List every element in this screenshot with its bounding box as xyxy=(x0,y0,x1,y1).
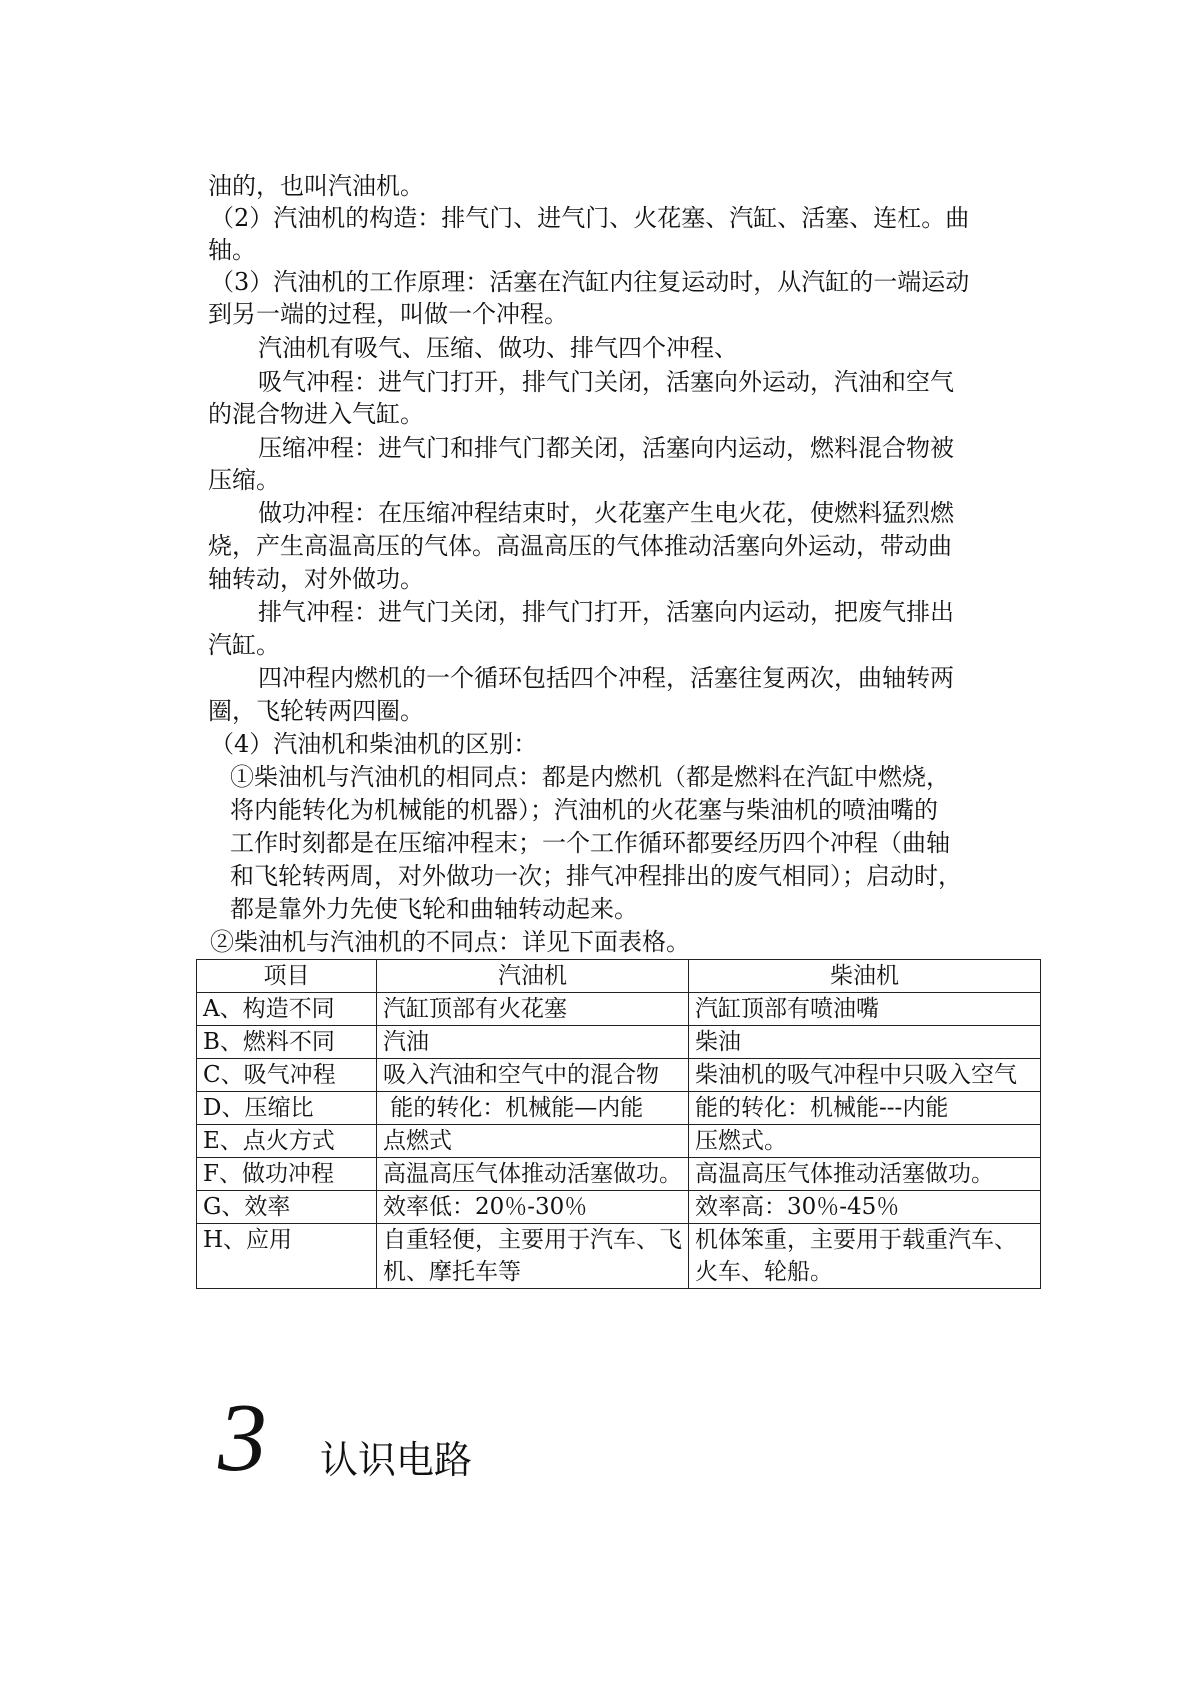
row-label: E、点火方式 xyxy=(197,1125,377,1158)
diesel-cell: 柴油机的吸气冲程中只吸入空气 xyxy=(689,1059,1041,1092)
comparison-table xyxy=(196,959,1041,1289)
paragraph-line: ②柴油机与汽油机的不同点：详见下面表格。 xyxy=(210,928,690,956)
diesel-cell: 高温高压气体推动活塞做功。 xyxy=(689,1158,1041,1191)
header-gasoline-engine: 汽油机 xyxy=(377,960,689,993)
header-diesel-engine: 柴油机 xyxy=(689,960,1041,993)
paragraph-line: 压缩冲程：进气门和排气门都关闭，活塞向内运动，燃料混合物被 xyxy=(258,434,954,462)
table-row xyxy=(197,1158,1041,1191)
table-row xyxy=(197,1059,1041,1092)
paragraph-line: （2）汽油机的构造：排气门、进气门、火花塞、汽缸、活塞、连杠。曲 xyxy=(210,204,970,232)
paragraph-line: 做功冲程：在压缩冲程结束时，火花塞产生电火花，使燃料猛烈燃 xyxy=(258,499,954,527)
paragraph-line: （4）汽油机和柴油机的区别： xyxy=(210,730,538,758)
paragraph-line: （3）汽油机的工作原理：活塞在汽缸内往复运动时，从汽缸的一端运动 xyxy=(210,268,970,296)
gasoline-cell: 效率低：20％-30％ xyxy=(377,1191,689,1224)
paragraph-line: 排气冲程：进气门关闭，排气门打开，活塞向内运动，把废气排出 xyxy=(258,598,954,626)
gasoline-cell: 吸入汽油和空气中的混合物 xyxy=(377,1059,689,1092)
row-label: C、吸气冲程 xyxy=(197,1059,377,1092)
table-row xyxy=(197,1026,1041,1059)
diesel-cell: 效率高：30％-45％ xyxy=(689,1191,1041,1224)
table-row xyxy=(197,1092,1041,1125)
paragraph-line: 轴转动，对外做功。 xyxy=(208,565,424,593)
row-label: D、压缩比 xyxy=(197,1092,377,1125)
paragraph-line: 烧，产生高温高压的气体。高温高压的气体推动活塞向外运动，带动曲 xyxy=(208,532,952,560)
diesel-cell: 机体笨重，主要用于载重汽车、火车、轮船。 xyxy=(689,1224,1041,1289)
paragraph-line: 压缩。 xyxy=(208,466,280,494)
row-label: F、做功冲程 xyxy=(197,1158,377,1191)
gasoline-cell: 高温高压气体推动活塞做功。 xyxy=(377,1158,689,1191)
row-label: H、应用 xyxy=(197,1224,377,1289)
paragraph-line: 汽油机有吸气、压缩、做功、排气四个冲程、 xyxy=(258,334,738,362)
paragraph-line: 都是靠外力先使飞轮和曲轴转动起来。 xyxy=(230,895,638,923)
paragraph-line: ①柴油机与汽油机的相同点：都是内燃机（都是燃料在汽缸中燃烧， xyxy=(230,763,950,791)
diesel-cell: 柴油 xyxy=(689,1026,1041,1059)
row-label: A、构造不同 xyxy=(197,993,377,1026)
table-header-row xyxy=(197,960,1041,993)
paragraph-line: 将内能转化为机械能的机器）；汽油机的火花塞与柴油机的喷油嘴的 xyxy=(230,796,938,824)
header-item: 项目 xyxy=(197,960,377,993)
paragraph-line: 圈，飞轮转两四圈。 xyxy=(208,697,424,725)
chapter-title: 认识电路 xyxy=(320,1438,473,1482)
gasoline-cell: 点燃式 xyxy=(377,1125,689,1158)
diesel-cell: 能的转化：机械能---内能 xyxy=(689,1092,1041,1125)
chapter-number: 3 xyxy=(218,1384,267,1492)
gasoline-cell: 自重轻便，主要用于汽车、飞机、摩托车等 xyxy=(377,1224,689,1289)
row-label: B、燃料不同 xyxy=(197,1026,377,1059)
paragraph-line: 和飞轮转两周，对外做功一次；排气冲程排出的废气相同）；启动时， xyxy=(230,862,962,890)
gasoline-cell: 汽油 xyxy=(377,1026,689,1059)
paragraph-line: 的混合物进入气缸。 xyxy=(208,400,424,428)
gasoline-cell: 汽缸顶部有火花塞 xyxy=(377,993,689,1026)
paragraph-line: 到另一端的过程，叫做一个冲程。 xyxy=(208,300,568,328)
paragraph-line: 轴。 xyxy=(208,236,256,264)
table-row xyxy=(197,1125,1041,1158)
table-row xyxy=(197,993,1041,1026)
gasoline-cell: 能的转化：机械能—内能 xyxy=(377,1092,689,1125)
paragraph-line: 工作时刻都是在压缩冲程末；一个工作循环都要经历四个冲程（曲轴 xyxy=(230,829,950,857)
diesel-cell: 压燃式。 xyxy=(689,1125,1041,1158)
paragraph-line: 油的，也叫汽油机。 xyxy=(208,172,424,200)
diesel-cell: 汽缸顶部有喷油嘴 xyxy=(689,993,1041,1026)
table-row xyxy=(197,1224,1041,1289)
paragraph-line: 吸气冲程：进气门打开，排气门关闭，活塞向外运动，汽油和空气 xyxy=(258,368,954,396)
paragraph-line: 四冲程内燃机的一个循环包括四个冲程，活塞往复两次，曲轴转两 xyxy=(258,664,954,692)
table-row xyxy=(197,1191,1041,1224)
paragraph-line: 汽缸。 xyxy=(208,631,280,659)
row-label: G、效率 xyxy=(197,1191,377,1224)
